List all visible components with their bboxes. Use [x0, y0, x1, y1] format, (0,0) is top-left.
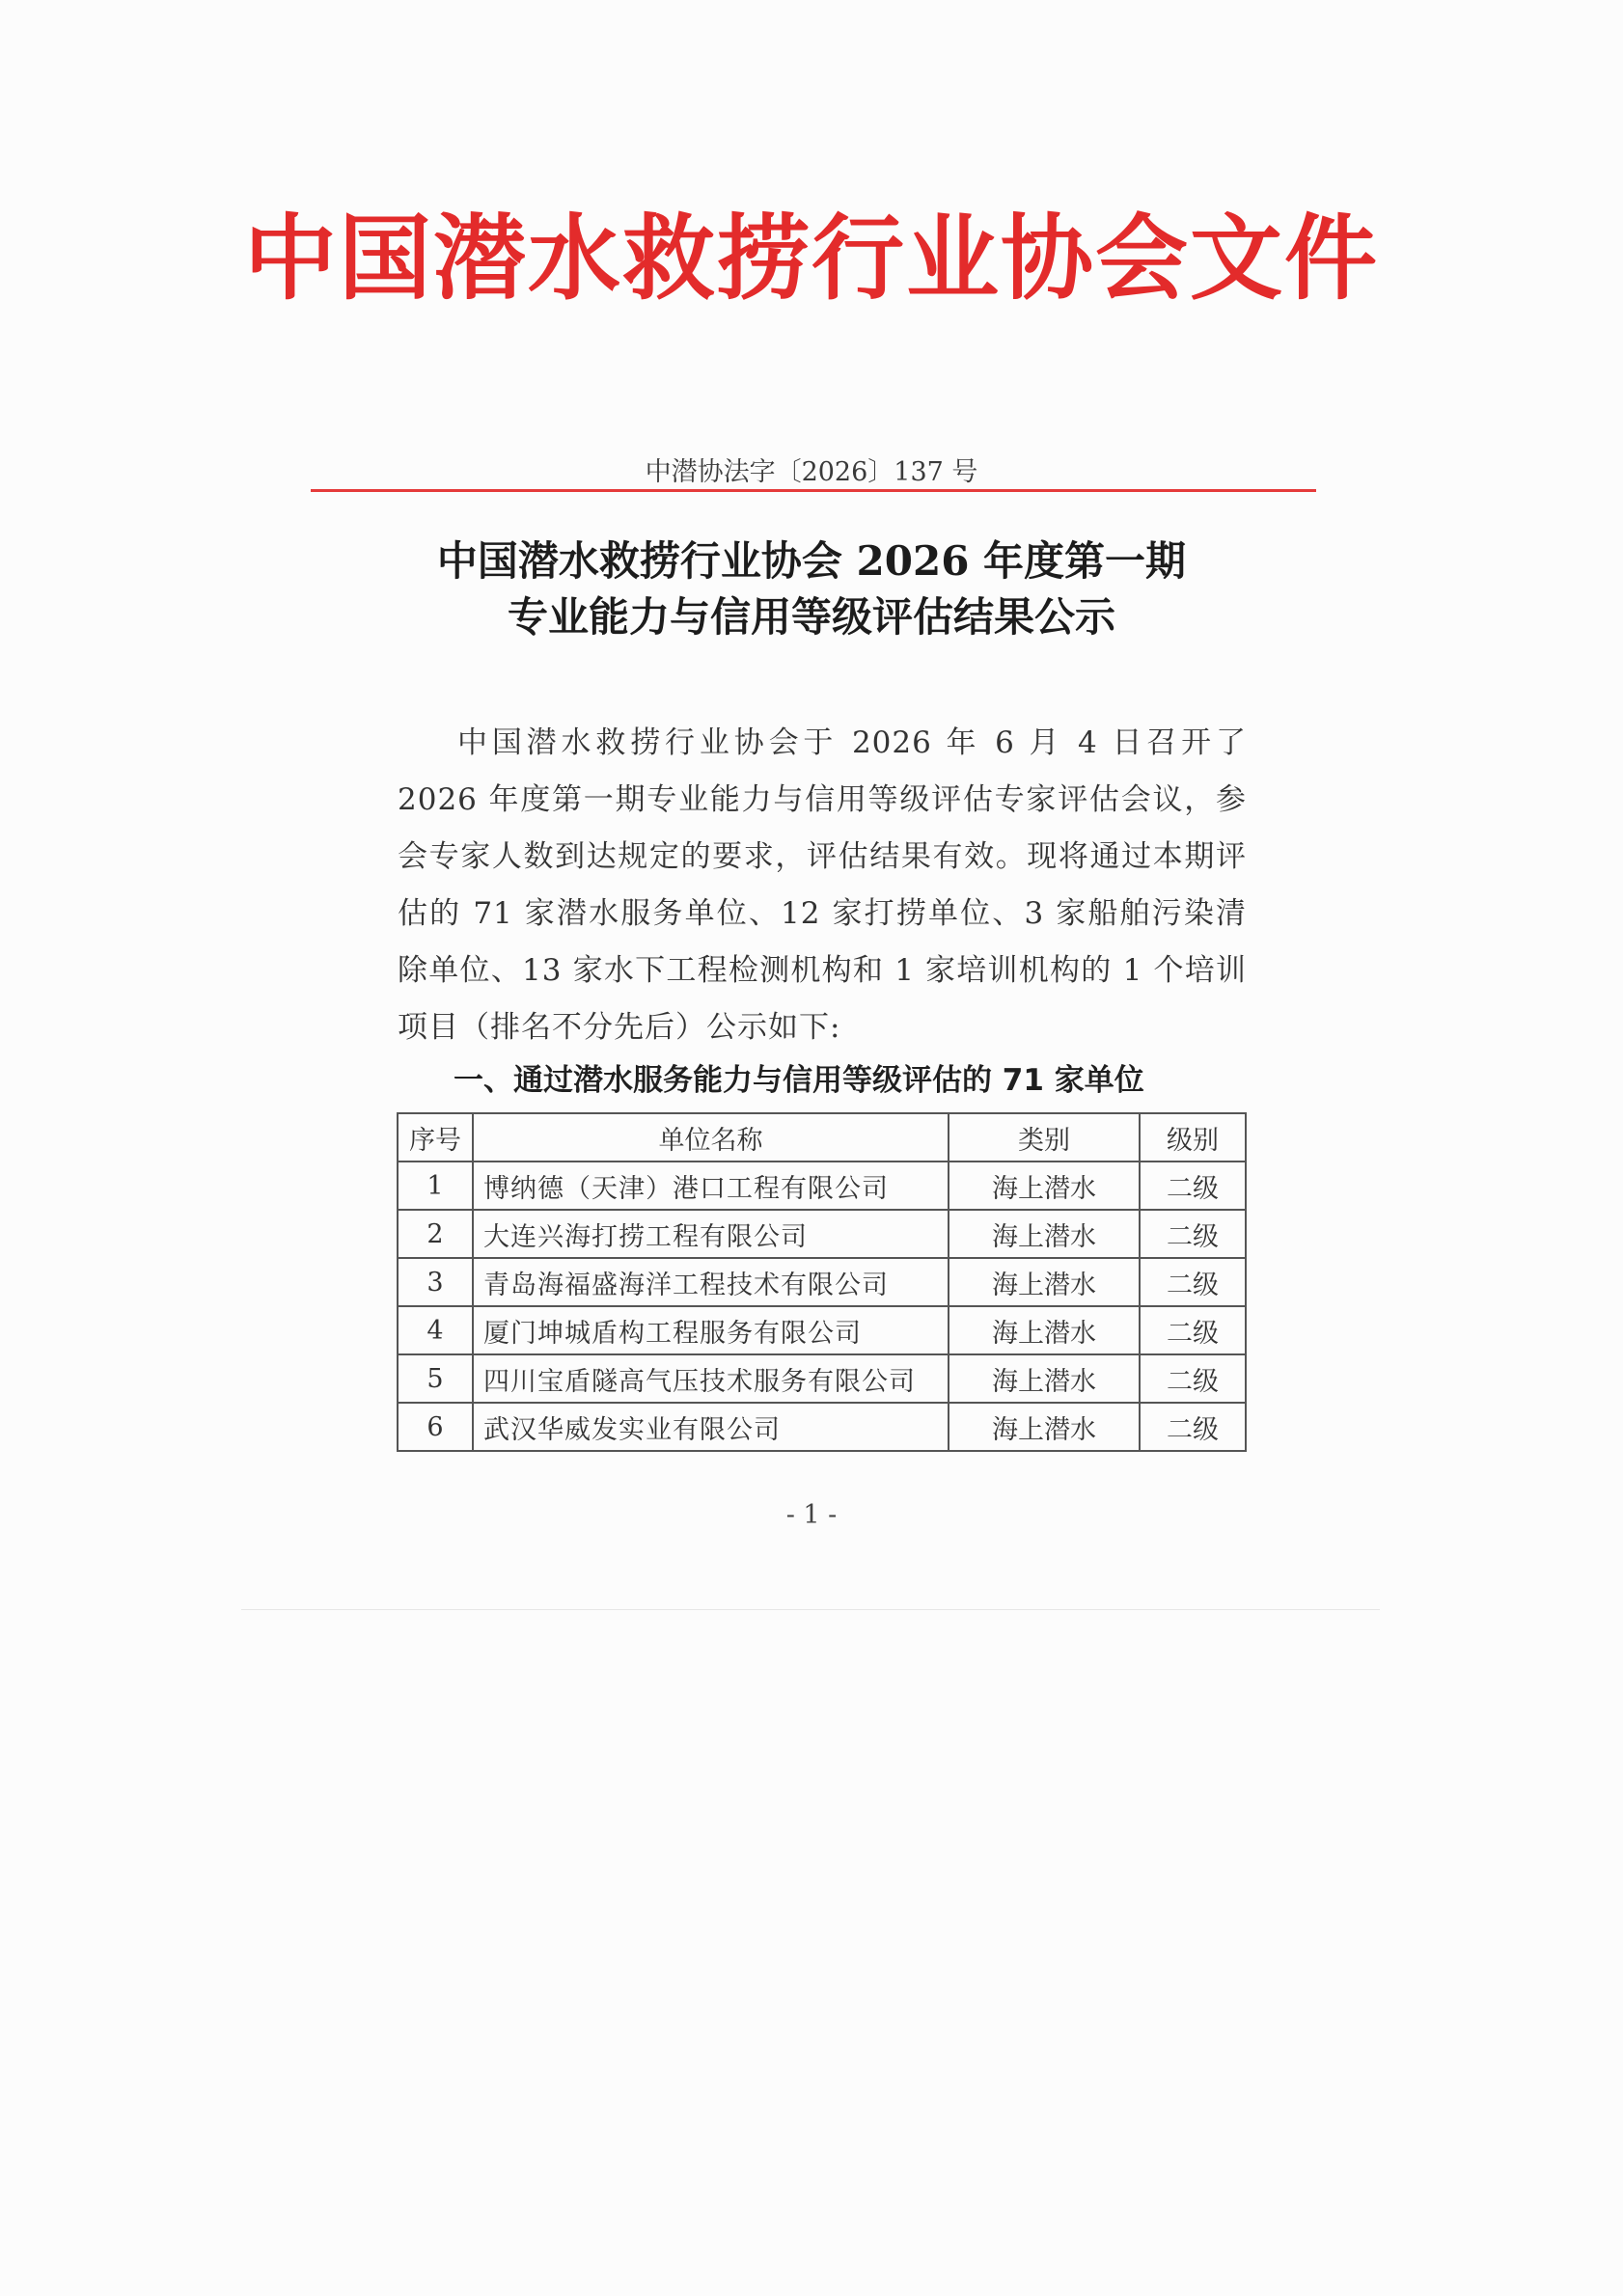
body-text: 中国潜水救捞行业协会于 2026 年 6 月 4 日召开了 2026 年度第一期专业能力与信用等级评估专家评估会议，参会专家人数到达规定的要求，评估结果有效。现将通过本期评估的 71 家潜水服务单位、12 家打捞单位、3 家船舶污染清除单位、13 家水下工程检测机构和 1 家培训机构的 1 个培训项目（排名不分先后）公示如下:	[398, 725, 1247, 1045]
cell-unit-name: 青岛海福盛海洋工程技术有限公司	[473, 1258, 949, 1306]
header-category: 类别	[949, 1113, 1140, 1162]
cell-level: 二级	[1140, 1306, 1246, 1354]
cell-unit-name: 大连兴海打捞工程有限公司	[473, 1210, 949, 1258]
cell-serial: 3	[398, 1258, 473, 1306]
units-table	[397, 1112, 1247, 1452]
cell-category: 海上潜水	[949, 1162, 1140, 1210]
title-line-1: 中国潜水救捞行业协会 2026 年度第一期	[436, 537, 1187, 585]
table-row	[398, 1403, 1246, 1451]
title-line-2: 专业能力与信用等级评估结果公示	[507, 593, 1115, 641]
cell-level: 二级	[1140, 1354, 1246, 1403]
cell-serial: 2	[398, 1210, 473, 1258]
cell-unit-name: 厦门坤城盾构工程服务有限公司	[473, 1306, 949, 1354]
table-header-row	[398, 1113, 1246, 1162]
cell-category: 海上潜水	[949, 1306, 1140, 1354]
document-number: 中潜协法字〔2026〕137 号	[645, 457, 978, 487]
cell-unit-name: 四川宝盾隧高气压技术服务有限公司	[473, 1354, 949, 1403]
body-paragraph	[398, 715, 1247, 1056]
header-level: 级别	[1140, 1113, 1246, 1162]
cell-level: 二级	[1140, 1258, 1246, 1306]
document-title	[0, 533, 1623, 645]
cell-category: 海上潜水	[949, 1210, 1140, 1258]
table-row	[398, 1258, 1246, 1306]
cell-category: 海上潜水	[949, 1354, 1140, 1403]
page-number: - 1 -	[785, 1500, 838, 1530]
cell-category: 海上潜水	[949, 1258, 1140, 1306]
cell-level: 二级	[1140, 1210, 1246, 1258]
cell-category: 海上潜水	[949, 1403, 1140, 1451]
cell-serial: 1	[398, 1162, 473, 1210]
cell-level: 二级	[1140, 1403, 1246, 1451]
cell-level: 二级	[1140, 1162, 1246, 1210]
table-row	[398, 1210, 1246, 1258]
cell-serial: 6	[398, 1403, 473, 1451]
table-row	[398, 1354, 1246, 1403]
cell-unit-name: 博纳德（天津）港口工程有限公司	[473, 1162, 949, 1210]
section-heading: 一、通过潜水服务能力与信用等级评估的 71 家单位	[454, 1063, 1144, 1098]
document-masthead: 中国潜水救捞行业协会文件	[244, 204, 1379, 313]
header-serial: 序号	[398, 1113, 473, 1162]
table-row	[398, 1306, 1246, 1354]
red-divider	[311, 489, 1316, 492]
cell-serial: 4	[398, 1306, 473, 1354]
cell-serial: 5	[398, 1354, 473, 1403]
header-unit-name: 单位名称	[473, 1113, 949, 1162]
page-bottom-divider	[241, 1609, 1380, 1610]
cell-unit-name: 武汉华威发实业有限公司	[473, 1403, 949, 1451]
table-row	[398, 1162, 1246, 1210]
